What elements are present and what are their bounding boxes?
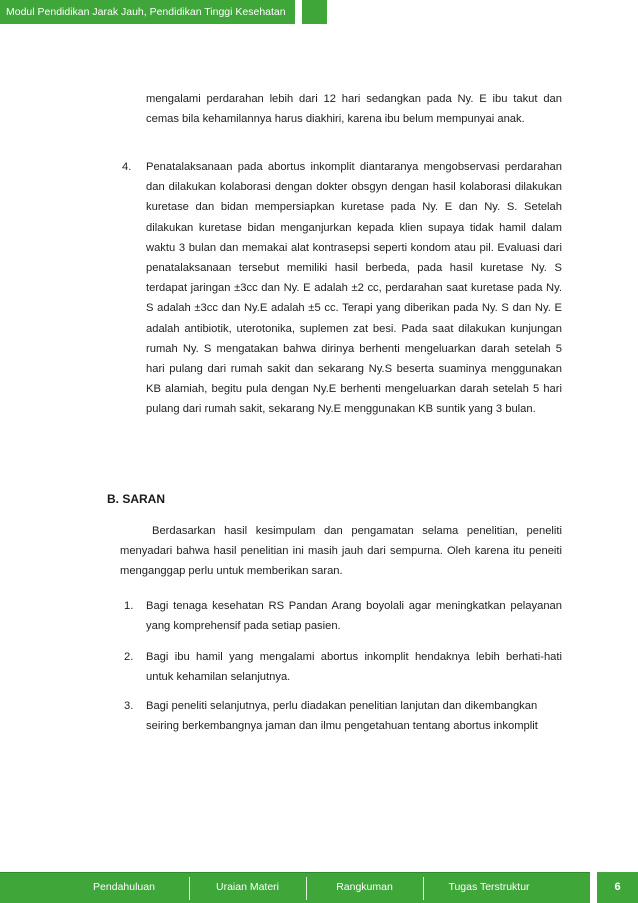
saran-item-text: Bagi ibu hamil yang mengalami abortus inkomplit hendaknya lebih berhati-hati untuk kehamilan selanjutnya.	[146, 651, 562, 684]
saran-paragraph: Berdasarkan hasil kesimpulam dan pengamatan selama penelitian, peneliti menyadari bahwa hasil penelitian ini masih jauh dari sempurna. Oleh karena itu peneiti menganggap perlu untuk memberikan saran.	[120, 525, 562, 578]
section-title: B. SARAN	[107, 492, 166, 506]
header-accent-block	[302, 0, 327, 24]
list-item-text: Penatalaksanaan pada abortus inkomplit diantaranya mengobservasi perdarahan dan dilakukan kolaborasi dengan dokter obsgyn dengan hasil kolaborasi dilakukan kuretase dan bidan mempersiapkan kuretase pada Ny. E dan Ny. S. Setelah dilakukan kuretase bidan menganjurkan kepada klien supaya tidak hamil dalam waktu 3 bulan dan memakai alat kontrasepsi seperti kondom atau pil. Evaluasi dari penatalaksanaan tersebut memiliki hasil berbeda, pada hasil kuretase Ny. S terdapat jaringan ±3cc dan Ny. E adalah ±2 cc, perdarahan saat kuretase pada Ny. S adalah ±3cc dan Ny.E adalah ±5 cc. Terapi yang diberikan pada Ny. S dan Ny. E adalah antibiotik, uterotonika, suplemen zat besi. Pada saat dilakukan kunjungan rumah Ny. S mengatakan bahwa dirinya berhenti mengeluarkan darah setelah 5 hari pulang dari rumah sakit dan sekarang Ny.S beserta suaminya menggunakan KB alamiah, begitu pula dengan Ny.E berhenti mengeluarkan darah setelah 5 hari pulang dari rumah sakit, sekarang Ny.E menggunakan KB suntik yang 3 bulan.	[146, 161, 562, 416]
page-number: 6	[597, 872, 638, 903]
footer-link-uraian-materi[interactable]: Uraian Materi	[215, 881, 280, 893]
footer-link-tugas-terstruktur[interactable]: Tugas Terstruktur	[448, 881, 530, 893]
footer-link-rangkuman[interactable]: Rangkuman	[336, 881, 393, 893]
saran-item-number: 2.	[124, 651, 134, 663]
header-title: Modul Pendidikan Jarak Jauh, Pendidikan Tinggi Kesehatan	[0, 0, 295, 24]
saran-item-text: Bagi peneliti selanjutnya, perlu diadakan penelitian lanjutan dan dikembangkan seiring berkembangnya jaman dan ilmu pengetahuan tentang abortus inkomplit	[146, 700, 538, 733]
footer-nav	[0, 872, 590, 903]
list-item-number: 4.	[122, 161, 132, 173]
saran-item-number: 1.	[124, 600, 134, 612]
footer-link-pendahuluan[interactable]: Pendahuluan	[93, 881, 155, 893]
continuation-paragraph: mengalami perdarahan lebih dari 12 hari sedangkan pada Ny. E ibu takut dan cemas bila kehamilannya harus diakhiri, karena ibu belum mempunyai anak.	[146, 93, 562, 126]
saran-item-text: Bagi tenaga kesehatan RS Pandan Arang boyolali agar meningkatkan pelayanan yang komprehensif pada setiap pasien.	[146, 600, 562, 633]
saran-item-number: 3.	[124, 700, 134, 712]
